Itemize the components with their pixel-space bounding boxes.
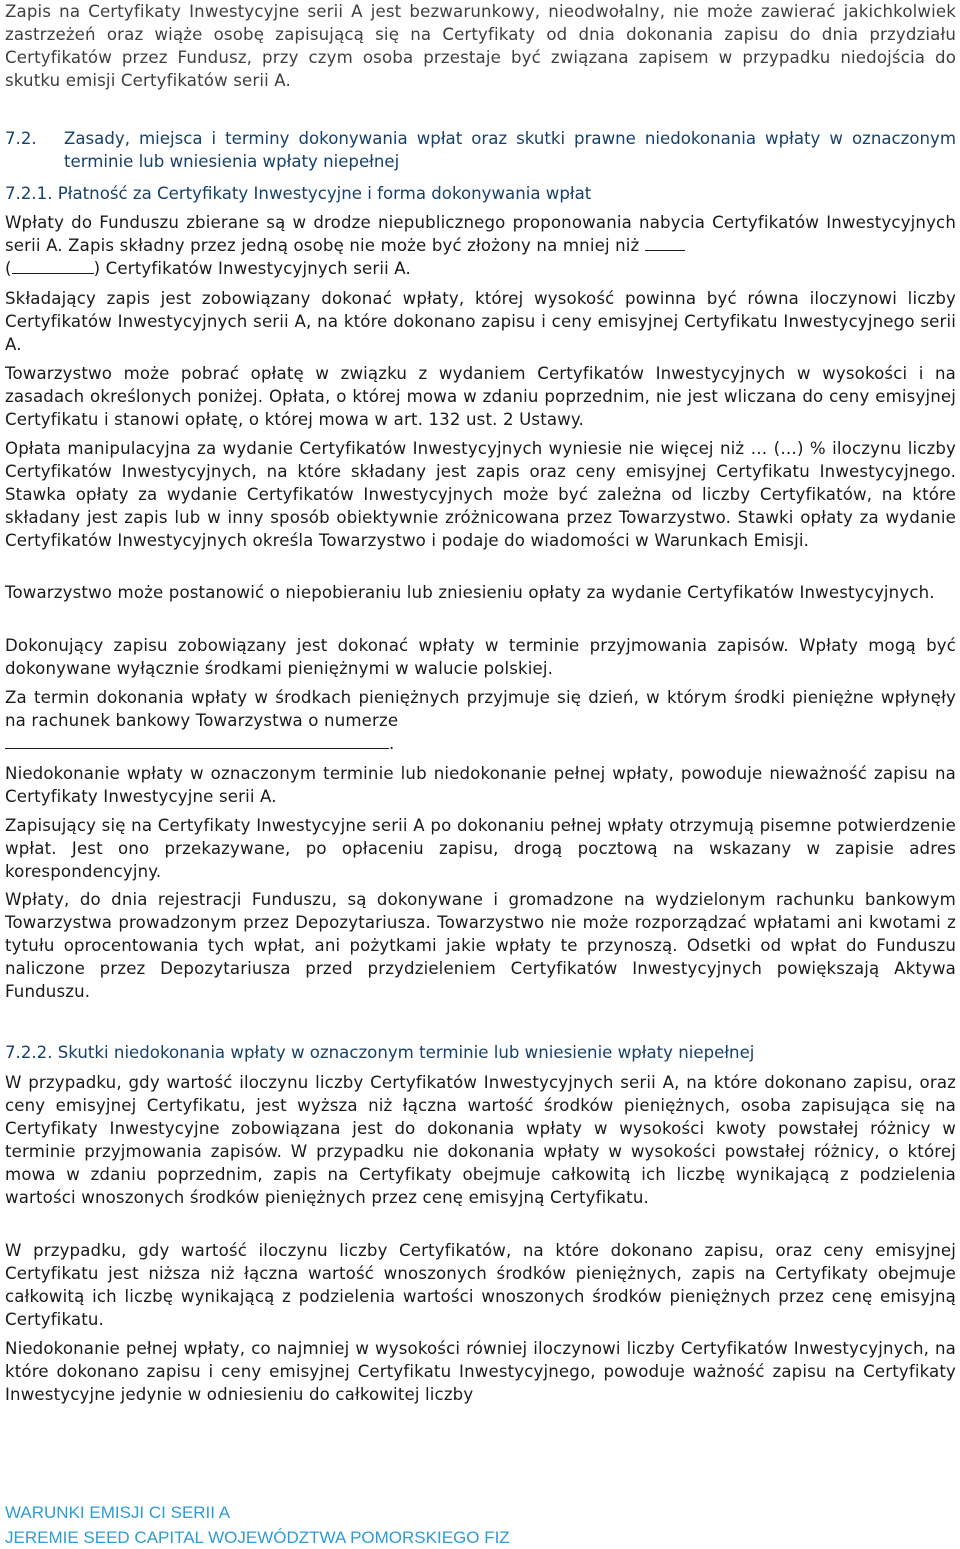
paragraph-wplaty [5,211,956,280]
footer-line-1: WARUNKI EMISJI CI SERII A [5,1503,231,1522]
section-title: Zasady, miejsca i terminy dokonywania wpłat oraz skutki prawne niedokonania wpłaty w oznaczonym terminie lub wniesienia wpłaty niepełnej [64,129,956,171]
paragraph-intro: Zapis na Certyfikaty Inwestycyjne serii A jest bezwarunkowy, nieodwołalny, nie może zawierać jakichkolwiek zastrzeżeń oraz wiąże osobę zapisującą się na Certyfikaty od dnia dokonania zapisu do dnia przydziału Certyfikatów przez Fundusz, przy czym osoba przestaje być związana zapisem w przypadku niedojścia do skutku emisji Certyfikatów serii A. [5,2,956,90]
paragraph-termin-end: . [389,734,395,753]
section-number: 7.2. [5,129,37,148]
paragraph-wplaty-text: Wpłaty do Funduszu zbierane są w drodze niepublicznego proponowania nabycia Certyfikatów Inwestycyjnych serii A. Zapis składny przez jedną osobę nie może być złożony na mniej niż [5,213,956,255]
paragraph-wplaty-close: ) Certyfikatów Inwestycyjnych serii A. [93,259,411,278]
blank-field-min-count-words [12,257,94,274]
paragraph-zapisujacy: Zapisujący się na Certyfikaty Inwestycyjne serii A po dokonaniu pełnej wpłaty otrzymują pisemne potwierdzenie wpłat. Jest ono przekazywane, po opłaceniu zapisu, drogą pocztową na wskazany w zapisie adres korespondencyjny. [5,816,956,881]
subsection-number: 7.2.1. [5,184,53,203]
subsection-heading-7-2-1 [5,182,591,205]
subsection-title: Płatność za Certyfikaty Inwestycyjne i forma dokonywania wpłat [57,184,592,203]
paragraph-termin [5,686,956,755]
paragraph-wartosc-nizsza: W przypadku, gdy wartość iloczynu liczby Certyfikatów, na które dokonano zapisu, oraz ceny emisyjnej Certyfikatu jest niższa niż łączna wartość wnoszonych środków pieniężnych, zapis na Certyfikaty obejmuje całkowitą ich liczbę wynikającą z podzielenia wartości wnoszonych środków pieniężnych przez cenę emisyjną Certyfikatu. [5,1241,956,1329]
paragraph-niedokonanie-pelnej: Niedokonanie pełnej wpłaty, co najmniej w wysokości równiej iloczynowi liczby Certyfikatów Inwestycyjnych, na które dokonano zapisu i ceny emisyjnej Certyfikatu Inwestycyjnego, powoduje ważność zapisu na Certyfikaty Inwestycyjne jedynie w odniesieniu do całkowitej liczby [5,1339,956,1404]
paragraph-towarzystwo-oplata: Towarzystwo może pobrać opłatę w związku z wydaniem Certyfikatów Inwestycyjnych w wysokości i na zasadach określonych poniżej. Opłata, o której mowa w zdaniu poprzednim, nie jest wliczana do ceny emisyjnej Certyfikatu i stanowi opłatę, o której mowa w art. 132 ust. 2 Ustawy. [5,364,956,429]
paragraph-niedokonanie: Niedokonanie wpłaty w oznaczonym terminie lub niedokonanie pełnej wpłaty, powoduje nieważność zapisu na Certyfikaty Inwestycyjne serii A. [5,764,956,806]
blank-field-min-count [645,234,685,251]
paragraph-wplaty-open: ( [5,259,12,278]
paragraph-wartosc-wyzsza: W przypadku, gdy wartość iloczynu liczby Certyfikatów Inwestycyjnych serii A, na które dokonano zapisu, oraz ceny emisyjnej Certyfikatu, jest wyższa niż łączna wartość środków pieniężnych, osoba zapisująca się na Certyfikaty Inwestycyjne zobowiązana jest do dokonania wpłaty w wysokości kwoty powstałej różnicy w terminie przyjmowania zapisów. W przypadku nie dokonania wpłaty w wysokości powstałej różnicy, o której mowa w zdaniu poprzednim, zapis na Certyfikaty obejmuje całkowitą ich liczbę wynikającą z podzielenia wartości wnoszonych środków pieniężnych przez cenę emisyjną Certyfikatu. [5,1073,956,1207]
section-heading-7-2 [5,127,956,173]
paragraph-rejestracja: Wpłaty, do dnia rejestracji Funduszu, są dokonywane i gromadzone na wydzielonym rachunku bankowym Towarzystwa prowadzonym przez Depozytariusza. Towarzystwo nie może rozporządzać wpłatami ani kwotami z tytułu oprocentowania tych wpłat, ani pożytkami jakie wpłaty te przynoszą. Odsetki od wpłat do Funduszu naliczone przez Depozytariusza przed przydzieleniem Certyfikatów Inwestycyjnych powiększają Aktywa Funduszu. [5,890,956,1001]
paragraph-oplata-manipulacyjna: Opłata manipulacyjna za wydanie Certyfikatów Inwestycyjnych wyniesie nie więcej niż … (…) % iloczynu liczby Certyfikatów Inwestycyjnych, na które składany jest zapis oraz ceny emisyjnej Certyfikatu Inwestycyjnego. Stawka opłaty za wydanie Certyfikatów Inwestycyjnych może być zależna od liczby Certyfikatów, na które składany jest zapis lub w inny sposób obiektywnie zróżnicowana przez Towarzystwo. Stawki opłaty za wydanie Certyfikatów Inwestycyjnych określa Towarzystwo i podaje do wiadomości w Warunkach Emisji. [5,439,956,550]
blank-field-account-number [5,732,389,749]
subsection-heading-7-2-2: 7.2.2. Skutki niedokonania wpłaty w oznaczonym terminie lub wniesienie wpłaty niepełnej [5,1043,755,1062]
paragraph-termin-text: Za termin dokonania wpłaty w środkach pieniężnych przyjmuje się dzień, w którym środki pieniężne wpłynęły na rachunek bankowy Towarzystwa o numerze [5,688,956,730]
paragraph-niepobieranie: Towarzystwo może postanowić o niepobieraniu lub zniesieniu opłaty za wydanie Certyfikatów Inwestycyjnych. [5,583,935,602]
footer-line-2: JEREMIE SEED CAPITAL WOJEWÓDZTWA POMORSKIEGO FIZ [5,1528,510,1547]
paragraph-dokonujacy: Dokonujący zapisu zobowiązany jest dokonać wpłaty w terminie przyjmowania zapisów. Wpłaty mogą być dokonywane wyłącznie środkami pieniężnymi w walucie polskiej. [5,636,956,678]
paragraph-skladajacy: Składający zapis jest zobowiązany dokonać wpłaty, której wysokość powinna być równa iloczynowi liczby Certyfikatów Inwestycyjnych serii A, na które dokonano zapisu i ceny emisyjnej Certyfikatu Inwestycyjnego serii A. [5,289,956,354]
